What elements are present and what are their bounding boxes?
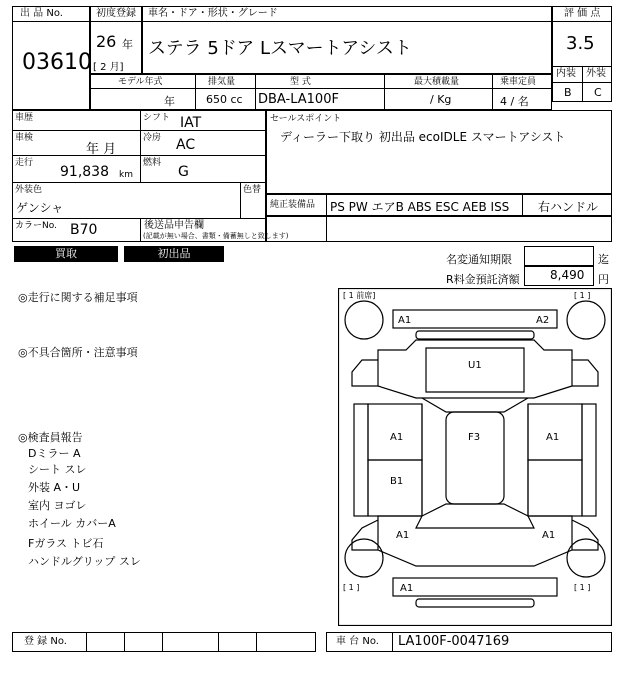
max-load-value: / Kg — [430, 93, 452, 106]
first-registration-month: [ 2 月] — [93, 62, 124, 73]
after-doc-label: 後送品申告欄 — [144, 220, 204, 231]
sales-point-label: セールスポイント — [270, 114, 342, 124]
chassis-number-label: 車 台 No. — [336, 636, 379, 647]
chassis-number: LA100F-0047169 — [398, 634, 510, 649]
mileage-unit: km — [119, 170, 133, 180]
score-value: 3.5 — [566, 33, 595, 54]
exterior-grade: C — [594, 86, 602, 99]
fuel-label: 燃料 — [143, 158, 162, 168]
shift-label: シフト — [143, 113, 171, 123]
wheel-rear-right — [567, 539, 605, 577]
wheel-rear-left — [345, 539, 383, 577]
recycle-unit: 円 — [598, 273, 609, 286]
mark-rear-bumper: A1 — [400, 583, 414, 594]
color-no-value: B70 — [70, 222, 98, 238]
equipment-value: PS PW エアB ABS ESC AEB ISS — [330, 200, 510, 214]
roof-panel — [446, 412, 504, 504]
max-load-label: 最大積載量 — [414, 77, 460, 87]
rear-fender-right — [572, 520, 598, 550]
front-bumper — [393, 310, 557, 328]
lot-number-label: 出 品 No. — [20, 8, 63, 19]
rear-body — [378, 516, 572, 566]
model-year-label: モデル年式 — [118, 77, 163, 87]
mark-front-door-left: A1 — [390, 432, 404, 443]
diagram-corner-tl: [ 1 前席] — [343, 291, 376, 300]
inspector-item: 外装 A・U — [28, 481, 81, 494]
ac-value: AC — [176, 137, 196, 153]
name-change-label: 名変通知期限 — [446, 253, 512, 266]
mark-rear-door-left: B1 — [390, 476, 404, 487]
displacement-value: 650 cc — [206, 93, 243, 106]
rear-fender-left — [352, 520, 378, 550]
mark-rear-fender-right: A1 — [542, 530, 556, 541]
type-label: 型 式 — [290, 77, 311, 87]
inspector-item: Fガラス トビ石 — [28, 537, 104, 550]
capacity-label: 乗車定員 — [500, 77, 537, 87]
after-doc-note: (記載が無い場合、書類・備蓄無しと致します) — [143, 232, 289, 240]
mark-roof: F3 — [468, 432, 481, 443]
model-year-unit: 年 — [164, 95, 175, 108]
inspector-item: シート スレ — [28, 463, 87, 476]
wheel-front-left — [345, 301, 383, 339]
ac-label: 冷房 — [143, 133, 162, 143]
mileage-label: 走行 — [15, 158, 34, 168]
sales-point-text: ディーラー下取り 初出品 ecoIDLE スマートアシスト — [280, 130, 566, 144]
mirror-right — [572, 360, 598, 386]
inspection-label: 車検 — [15, 133, 34, 143]
equipment-label: 純正装備品 — [270, 200, 316, 210]
car-condition-diagram — [338, 288, 612, 626]
lot-number: 03610 — [22, 50, 92, 75]
interior-label: 内装 — [556, 68, 576, 79]
blank-row-box — [266, 216, 612, 242]
recycle-label: R料金預託済額 — [446, 273, 520, 286]
color-no-label: カラーNo. — [15, 221, 57, 231]
running-remarks-label: ◎走行に関する補足事項 — [18, 291, 138, 304]
rear-door-right — [528, 460, 582, 516]
inspector-item: 室内 ヨゴレ — [28, 499, 87, 512]
history-label: 車歴 — [15, 113, 34, 123]
mark-hood: U1 — [468, 360, 482, 371]
rear-door-left — [368, 460, 422, 516]
side-sill-right — [582, 404, 596, 516]
buy-tag: 買取 — [14, 246, 118, 262]
displacement-label: 排気量 — [208, 77, 236, 87]
side-sill-left — [354, 404, 368, 516]
mirror-left — [352, 360, 378, 386]
recycle-value: 8,490 — [550, 268, 585, 282]
inspection-value: 年 月 — [86, 142, 117, 157]
mark-front-door-right: A1 — [546, 432, 560, 443]
front-grille — [416, 331, 534, 339]
diagram-corner-br: [ 1 ] — [574, 583, 591, 592]
inspector-item: ホイール カバーA — [28, 517, 116, 530]
color-change-label: 色替 — [243, 185, 262, 195]
type-value: DBA-LA100F — [258, 92, 339, 107]
mileage-value: 91,838 — [60, 164, 109, 180]
score-label: 評 価 点 — [564, 8, 601, 19]
diagram-corner-bl: [ 1 ] — [343, 583, 360, 592]
mark-front-bumper-right: A2 — [536, 315, 550, 326]
rear-bumper — [393, 578, 557, 596]
inspector-item: Dミラー A — [28, 447, 81, 460]
windshield-line — [422, 398, 528, 412]
name-change-box — [524, 246, 594, 266]
first-registration-year: 26 — [96, 32, 117, 51]
name-change-unit: 迄 — [598, 253, 609, 266]
rear-window-line — [422, 504, 528, 516]
first-registration-label: 初度登録 — [96, 8, 136, 19]
capacity-value: 4 / 名 — [500, 95, 529, 108]
color-value: ゲンシャ — [16, 201, 64, 215]
interior-grade: B — [564, 86, 572, 99]
shift-value: IAT — [180, 115, 202, 131]
diagram-corner-tr: [ 1 ] — [574, 291, 591, 300]
inspector-item: ハンドルグリップ スレ — [28, 555, 141, 568]
registration-number-label: 登 録 No. — [24, 636, 67, 647]
mark-rear-fender-left: A1 — [396, 530, 410, 541]
inspector-report-label: ◎検査員報告 — [18, 431, 83, 444]
color-label: 外装色 — [15, 185, 43, 195]
rear-garnish — [416, 599, 534, 607]
exterior-label: 外装 — [586, 68, 606, 79]
wheel-front-right — [567, 301, 605, 339]
first-registration-year-unit: 年 — [122, 38, 133, 51]
car-name-label: 車名・ドア・形状・グレード — [148, 8, 278, 19]
car-name: ステラ 5ドア Lスマートアシスト — [148, 38, 412, 59]
handle-value: 右ハンドル — [538, 200, 599, 214]
defect-remarks-label: ◎不具合箇所・注意事項 — [18, 346, 138, 359]
first-listing-tag: 初出品 — [124, 246, 224, 262]
fuel-value: G — [178, 164, 189, 180]
mark-front-bumper-left: A1 — [398, 315, 412, 326]
